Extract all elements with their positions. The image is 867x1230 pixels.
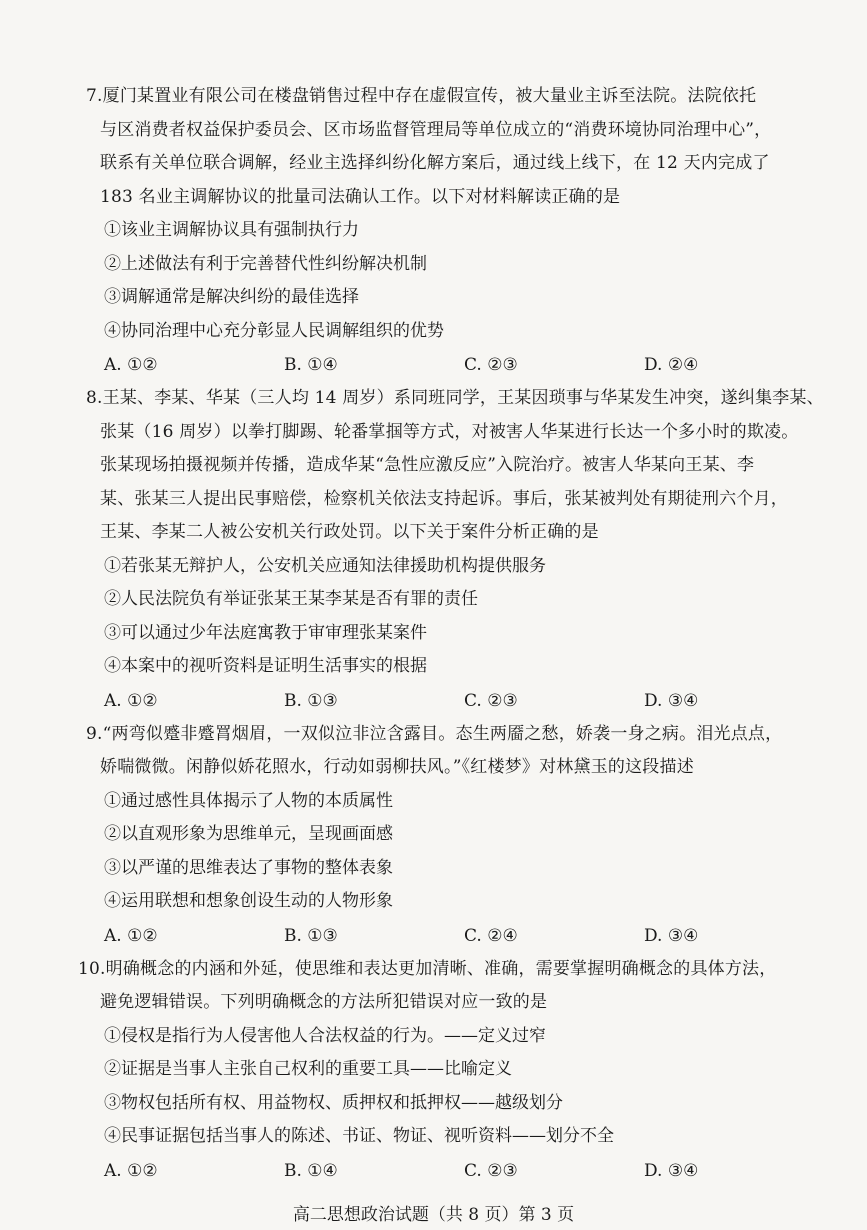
choice-c: C. ②③ (464, 690, 518, 711)
question-number: 7. (86, 86, 103, 106)
statement-option: ②以直观形象为思维单元，呈现画面感 (104, 824, 393, 844)
answer-choices (100, 1154, 839, 1188)
statement-option: ④本案中的视听资料是证明生活事实的根据 (104, 656, 427, 676)
choice-b: B. ①③ (284, 690, 338, 711)
question-stem-line: 183 名业主调解协议的批量司法确认工作。以下对材料解读正确的是 (100, 186, 621, 207)
question-stem-line: 王某、李某二人被公安机关行政处罚。以下关于案件分析正确的是 (100, 522, 599, 542)
question-stem-line: 避免逻辑错误。下列明确概念的方法所犯错误对应一致的是 (100, 992, 548, 1012)
question-9 (86, 718, 839, 953)
question-stem-line: 张某（16 周岁）以拳打脚踢、轮番掌掴等方式，对被害人华某进行长达一个多小时的欺凌。 (100, 421, 799, 442)
question-number: 10. (78, 958, 106, 979)
question-7 (86, 80, 839, 382)
question-10 (78, 953, 839, 1188)
statement-option: ④协同治理中心充分彰显人民调解组织的优势 (104, 320, 444, 341)
question-8 (86, 382, 839, 718)
choice-c: C. ②③ (464, 355, 518, 375)
choice-d: D. ③④ (644, 1160, 699, 1181)
statement-option: ①通过感性具体揭示了人物的本质属性 (104, 790, 393, 811)
question-stem-line: 与区消费者权益保护委员会、区市场监督管理局等单位成立的“消费环境协同治理中心”， (100, 119, 772, 140)
question-stem-line: 张某现场拍摄视频并传播，造成华某“急性应激反应”入院治疗。被害人华某向王某、李 (100, 455, 755, 475)
statement-option: ③可以通过少年法庭寓教于审审理张某案件 (104, 622, 427, 643)
statement-option: ②人民法院负有举证张某王某李某是否有罪的责任 (104, 589, 478, 609)
statement-option: ③以严谨的思维表达了事物的整体表象 (104, 857, 393, 878)
choice-a: A. ①② (104, 1160, 158, 1181)
question-stem-line: 9.“两弯似蹙非蹙罥烟眉，一双似泣非泣含露目。态生两靥之愁，娇袭一身之病。泪光点点， (86, 723, 783, 744)
answer-choices (100, 919, 839, 953)
question-stem-line: 某、张某三人提出民事赔偿，检察机关依法支持起诉。事后，张某被判处有期徒刑六个月， (100, 488, 788, 509)
choice-b: B. ①③ (284, 925, 338, 946)
statement-option: ①侵权是指行为人侵害他人合法权益的行为。——定义过窄 (104, 1025, 546, 1046)
choice-b: B. ①④ (284, 1160, 338, 1181)
question-number: 9. (86, 723, 103, 744)
choice-c: C. ②④ (464, 925, 518, 946)
statement-option: ③调解通常是解决纠纷的最佳选择 (104, 287, 359, 307)
choice-d: D. ③④ (644, 925, 699, 946)
choice-a: A. ①② (104, 355, 158, 375)
statement-option: ③物权包括所有权、用益物权、质押权和抵押权——越级划分 (104, 1092, 563, 1113)
statement-option: ②证据是当事人主张自己权利的重要工具——比喻定义 (104, 1059, 512, 1079)
statement-option: ①若张某无辩护人，公安机关应通知法律援助机构提供服务 (104, 555, 546, 576)
choice-a: A. ①② (104, 690, 158, 711)
question-stem-line: 8.王某、李某、华某（三人均 14 周岁）系同班同学，王某因琐事与华某发生冲突，遂纠集李某、 (86, 388, 824, 408)
choice-d: D. ②④ (644, 355, 699, 375)
choice-c: C. ②③ (464, 1160, 518, 1181)
question-stem-line: 10.明确概念的内涵和外延，使思维和表达更加清晰、准确，需要掌握明确概念的具体方法， (78, 958, 777, 979)
question-stem-line: 娇喘微微。闲静似娇花照水，行动如弱柳扶风。”《红楼梦》对林黛玉的这段描述 (100, 757, 694, 777)
statement-option: ④民事证据包括当事人的陈述、书证、物证、视听资料——划分不全 (104, 1126, 614, 1146)
answer-choices (100, 684, 839, 718)
choice-d: D. ③④ (644, 690, 699, 711)
choice-b: B. ①④ (284, 355, 338, 375)
question-stem-line: 7.厦门某置业有限公司在楼盘销售过程中存在虚假宣传，被大量业主诉至法院。法院依托 (86, 86, 757, 106)
question-stem-line: 联系有关单位联合调解，经业主选择纠纷化解方案后，通过线上线下，在 12 天内完成了 (100, 153, 770, 173)
page-footer: 高二思想政治试题（共 8 页）第 3 页 (292, 1205, 575, 1225)
question-number: 8. (86, 388, 103, 408)
answer-choices (100, 348, 839, 382)
statement-option: ②上述做法有利于完善替代性纠纷解决机制 (104, 253, 427, 274)
statement-option: ①该业主调解协议具有强制执行力 (104, 220, 359, 240)
choice-a: A. ①② (104, 925, 158, 946)
statement-option: ④运用联想和想象创设生动的人物形象 (104, 891, 393, 911)
